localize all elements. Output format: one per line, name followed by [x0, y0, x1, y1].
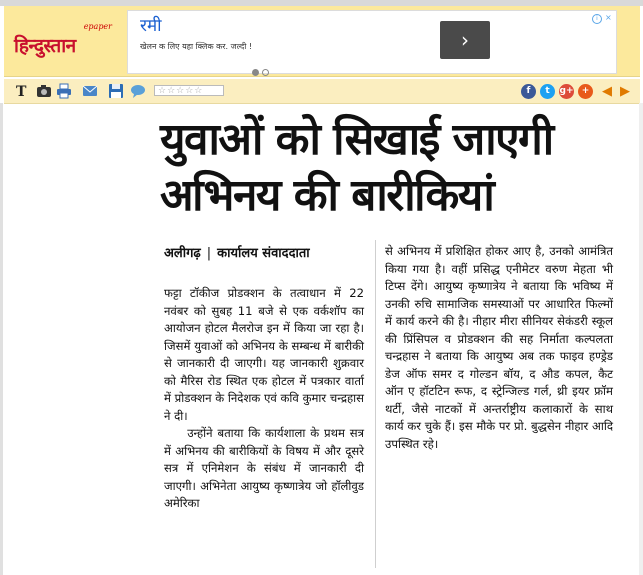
article-headline	[160, 112, 630, 224]
headline-line-2: अभिनय की बारीकियां	[160, 170, 494, 221]
scrollbar[interactable]	[639, 103, 643, 575]
article-column-2	[385, 243, 613, 453]
headline-line-1: युवाओं को सिखाई जाएगी	[160, 114, 553, 165]
article-paragraph-1: फट्टा टॉकीज प्रोडक्शन के तत्वाधान में 22 नवंबर को सुबह 11 बजे से एक वर्कशॉप का आयोजन होटल मैलरोज इन में किया जा रहा है। जिसमें युवाओं को अभिनय के सम्बन्ध में बारीकी से जानकारी दी जाएगी। यह जानकारी शुक्रवार को मैरिस रोड स्थित एक होटल में पत्रकार वार्ता में प्रोडक्शन के निदेशक एवं कवि कुमार चन्द्रहास ने दी।	[164, 286, 364, 423]
add-icon[interactable]: +	[578, 84, 593, 99]
article-byline	[164, 243, 310, 261]
print-icon[interactable]	[56, 83, 72, 99]
article-paragraph-2: उन्होंने बताया कि कार्यशाला के प्रथम सत्र में अभिनय की बारीकियों के विषय में और दूसरे सत्र में एनिमेशन के संबंध में जानकारी दी जाएगी। अभिनेता आयुष्य कृष्णात्रेय जो हॉलीवुड अमेरिका	[164, 426, 364, 510]
chevron-right-icon[interactable]: ›	[440, 21, 490, 59]
carousel-dot-active[interactable]	[252, 69, 259, 76]
svg-text:T: T	[16, 84, 27, 99]
text-size-icon[interactable]	[14, 83, 30, 99]
ad-title[interactable]: रमी	[140, 16, 162, 36]
byline-author: कार्यालय संवाददाता	[217, 246, 310, 261]
facebook-icon[interactable]: f	[521, 84, 536, 99]
advertisement-banner[interactable]	[127, 10, 617, 74]
epaper-header	[4, 6, 640, 77]
camera-icon[interactable]	[36, 83, 52, 99]
next-page-icon[interactable]: ▶	[620, 84, 630, 99]
byline-place: अलीगढ़	[164, 246, 201, 261]
article-paragraph-3: से अभिनय में प्रशिक्षित होकर आए है, उनको आमंत्रित किया गया है। वहीं प्रसिद्ध एनीमेटर वरुण मेहता भी टिप्स देंगे। आयुष्य कृष्णात्रेय ने बताया कि भविष्य में उनकी रुचि सामाजिक समस्याओं पर आधारित फिल्मों में कार्य करने की है। नीहार मीरा सीनियर सेकंडरी स्कूल की प्रिंसिपल व प्रोडक्शन की सह निर्माता कल्पलता चन्द्रहास ने बताया कि आयुष्य अब तक फाइव हण्ड्रेड डेज ऑफ समर द गोल्डन बॉय, द औड कपल, कैट ऑन ए हॉटटिन रूफ, द स्ट्रेन्जिल्ड गर्ल, थ्री इयर फ्रॉम थर्टी, जैसे नाटकों में अन्तर्राष्ट्रीय कलाकारों के साथ कार्य कर चुके हैं। इस मौके पर प्रो. बुद्धसेन नीहार आदि उपस्थित रहे।	[385, 244, 613, 451]
twitter-icon[interactable]: t	[540, 84, 555, 99]
logo-brand-text: हिन्दुस्तान	[14, 35, 76, 57]
previous-page-icon[interactable]: ◀	[602, 84, 612, 99]
comment-icon[interactable]	[130, 83, 146, 99]
ad-carousel-dots	[252, 61, 272, 80]
byline-separator: |	[206, 246, 212, 261]
hindustan-logo[interactable]	[14, 24, 114, 58]
logo-epaper-label: epaper	[83, 22, 112, 31]
star-rating[interactable]: ☆☆☆☆☆	[154, 85, 224, 96]
ad-close-icon[interactable]: ×	[605, 13, 612, 22]
article-column-1	[164, 285, 364, 513]
left-edge	[0, 103, 3, 575]
column-divider	[375, 240, 376, 568]
google-plus-icon[interactable]: g+	[559, 84, 574, 99]
ad-text[interactable]: खेलन क लिए यहा क्लिक कर. जल्दी !	[140, 42, 253, 51]
save-icon[interactable]	[108, 83, 124, 99]
email-icon[interactable]	[82, 83, 98, 99]
carousel-dot[interactable]	[262, 69, 269, 76]
ad-info-icon[interactable]: i	[592, 14, 602, 24]
